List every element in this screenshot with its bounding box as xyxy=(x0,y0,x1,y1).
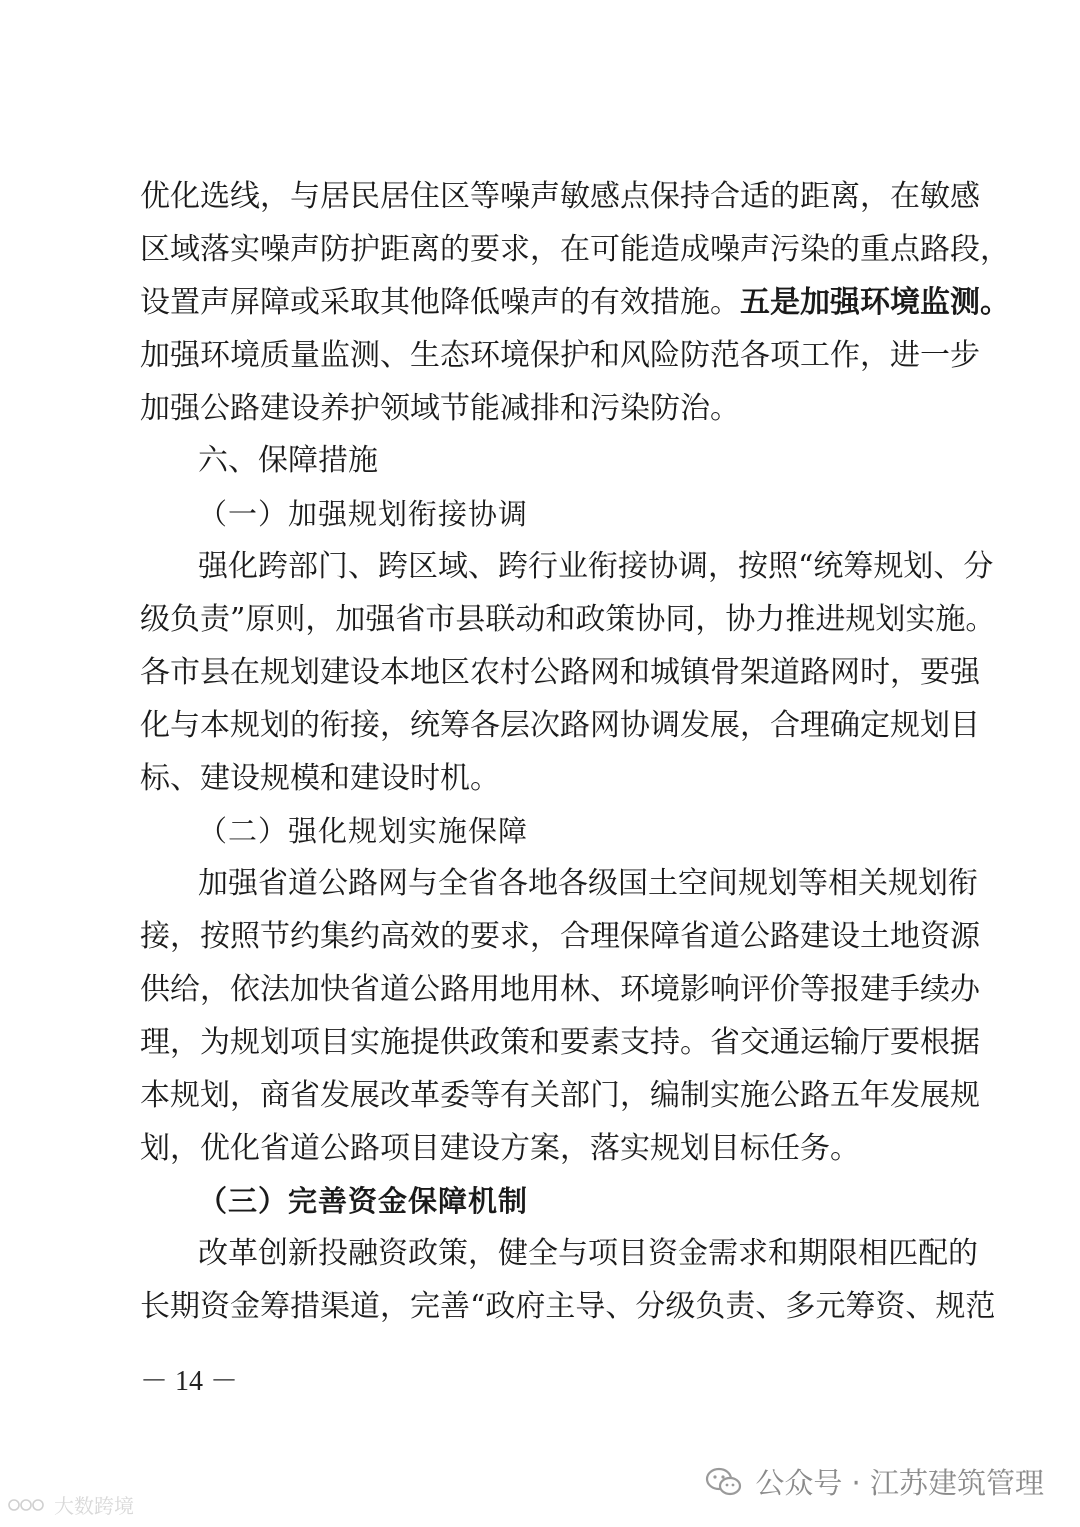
text-line: 加强公路建设养护领域节能减排和污染防治。 xyxy=(140,391,740,426)
subsection-heading: （三）完善资金保障机制 xyxy=(198,1184,529,1218)
section-heading: 六、保障措施 xyxy=(198,443,378,478)
text-line: 本规划，商省发展改革委等有关部门，编制实施公路五年发展规 xyxy=(140,1078,980,1113)
corner-watermark xyxy=(6,1490,134,1519)
subsection-heading: （二）强化规划实施保障 xyxy=(198,814,529,848)
watermark xyxy=(705,1461,1044,1502)
emphasis-text: 五是加强环境监测。 xyxy=(740,285,1010,320)
subsection-heading: （一）加强规划衔接协调 xyxy=(198,497,529,531)
wechat-icon xyxy=(705,1467,743,1497)
text-line: 标、建设规模和建设时机。 xyxy=(140,761,500,796)
text-line: 供给，依法加快省道公路用地用林、环境影响评价等报建手续办 xyxy=(140,972,980,1007)
text-line: 化与本规划的衔接，统筹各层次路网协调发展，合理确定规划目 xyxy=(140,708,980,743)
text-line: 划，优化省道公路项目建设方案，落实规划目标任务。 xyxy=(140,1131,860,1166)
logo-icon xyxy=(6,1492,50,1518)
text-span: 设置声屏障或采取其他降低噪声的有效措施。 xyxy=(140,285,740,320)
text-line: 区域落实噪声防护距离的要求，在可能造成噪声污染的重点路段， xyxy=(140,232,1010,267)
text-line: 级负责”原则，加强省市县联动和政策协同，协力推进规划实施。 xyxy=(140,602,996,637)
text-line: 理，为规划项目实施提供政策和要素支持。省交通运输厅要根据 xyxy=(140,1025,980,1060)
text-line: 长期资金筹措渠道，完善“政府主导、分级负责、多元筹资、规范 xyxy=(140,1289,996,1324)
corner-watermark-text: 大数跨境 xyxy=(54,1494,134,1518)
page-number: － 14 － xyxy=(140,1366,239,1397)
text-line: 优化选线，与居民居住区等噪声敏感点保持合适的距离，在敏感 xyxy=(140,179,980,214)
text-line: 接，按照节约集约高效的要求，合理保障省道公路建设土地资源 xyxy=(140,919,980,954)
watermark-text: 公众号 · 江苏建筑管理 xyxy=(755,1466,1044,1500)
text-line: 各市县在规划建设本地区农村公路网和城镇骨架道路网时，要强 xyxy=(140,655,980,690)
text-line xyxy=(140,278,1010,328)
text-line: 强化跨部门、跨区域、跨行业衔接协调，按照“统筹规划、分 xyxy=(198,549,994,584)
text-line: 加强环境质量监测、生态环境保护和风险防范各项工作，进一步 xyxy=(140,338,980,373)
text-line: 加强省道公路网与全省各地各级国土空间规划等相关规划衔 xyxy=(198,866,978,901)
text-line: 改革创新投融资政策，健全与项目资金需求和期限相匹配的 xyxy=(198,1236,978,1271)
